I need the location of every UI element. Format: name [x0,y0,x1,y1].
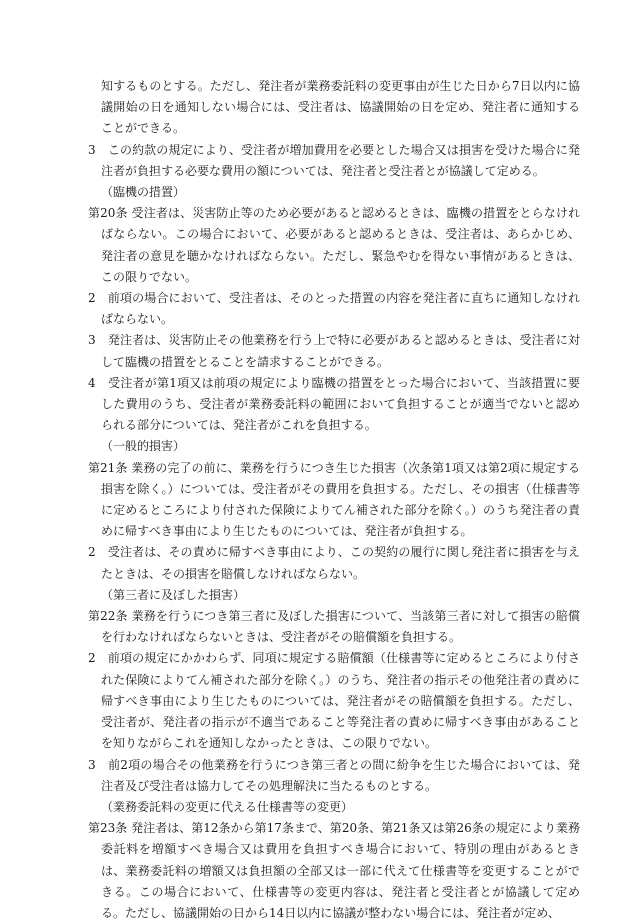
article-22-item-1: 第22条 業務を行うにつき第三者に及ぼした損害について、当該第三者に対して損害の賠償を行わなければならないときは、受注者がその賠償額を負担する。 [88,609,580,645]
article-20-item-3: 3 発注者は、災害防止その他業務を行う上で特に必要があると認めるときは、受注者に対して臨機の措置をとることを請求することができる。 [88,333,580,369]
continued-paragraph: 知するものとする。ただし、発注者が業務委託料の変更事由が生じた日から7日以内に協議開始の日を通知しない場合には、受注者は、協議開始の日を定め、発注者に通知することができる。 [101,79,580,136]
article-23-item-1: 第23条 発注者は、第12条から第17条まで、第20条、第21条又は第26条の規定により業務委託料を増額すべき場合又は費用を負担すべき場合において、特別の理由があるときは、業務委託料の増額又は負担額の全部又は一部に代えて仕様書等を変更することができる。この場合において、仕様書等の変更内容は、発注者と受注者とが協議して定める。ただし、協議開始の日から14日以内に協議が整わない場合には、発注者が定め、 [88,821,580,920]
article-20-item-2: 2 前項の場合において、受注者は、そのとった措置の内容を発注者に直ちに通知しなければならない。 [88,291,580,327]
clause-19-item-3: 3 この約款の規定により、受注者が増加費用を必要とした場合又は損害を受けた場合に発注者が負担する必要な費用の額については、発注者と受注者とが協議して定める。 [88,142,580,178]
article-21-item-1: 第21条 業務の完了の前に、業務を行うにつき生じた損害（次条第1項又は第2項に規定する損害を除く。）については、受注者がその費用を負担する。ただし、その損害（仕様書等に定めるところにより付された保険によりてん補された部分を除く。）のうち発注者の責めに帰すべき事由により生じたものについては、発注者が負担する。 [88,460,580,539]
article-22-heading: （第三者に及ぼした損害） [101,587,246,602]
article-21-item-2: 2 受注者は、その責めに帰すべき事由により、この契約の履行に関し発注者に損害を与えたときは、その損害を賠償しなければならない。 [88,545,580,581]
article-23-heading: （業務委託料の変更に代える仕様書等の変更） [101,799,354,814]
article-22-item-3: 3 前2項の場合その他業務を行うにつき第三者との間に紛争を生じた場合においては、発注者及び受注者は協力してその処理解決に当たるものとする。 [88,757,580,793]
article-21-heading: （一般的損害） [101,439,186,454]
article-20-heading: （臨機の措置） [101,185,186,200]
article-20-item-1: 第20条 受注者は、災害防止等のため必要があると認めるときは、臨機の措置をとらなければならない。この場合において、必要があると認めるときは、受注者は、あらかじめ、発注者の意見を聴かなければならない。ただし、緊急やむを得ない事情があるときは、この限りでない。 [88,206,580,284]
article-20-item-4: 4 受注者が第1項又は前項の規定により臨機の措置をとった場合において、当該措置に要した費用のうち、受注者が業務委託料の範囲において負担することが適当でないと認められる部分については、発注者がこれを負担する。 [88,375,580,433]
article-22-item-2: 2 前項の規定にかかわらず、同項に規定する賠償額（仕様書等に定めるところにより付された保険によりてん補された部分を除く。）のうち、発注者の指示その他発注者の責めに帰すべき事由により生じたものについては、発注者がその賠償額を負担する。ただし、受注者が、発注者の指示が不適当であること等発注者の責めに帰すべき事由があることを知りながらこれを通知しなかったときは、この限りでない。 [88,651,580,751]
